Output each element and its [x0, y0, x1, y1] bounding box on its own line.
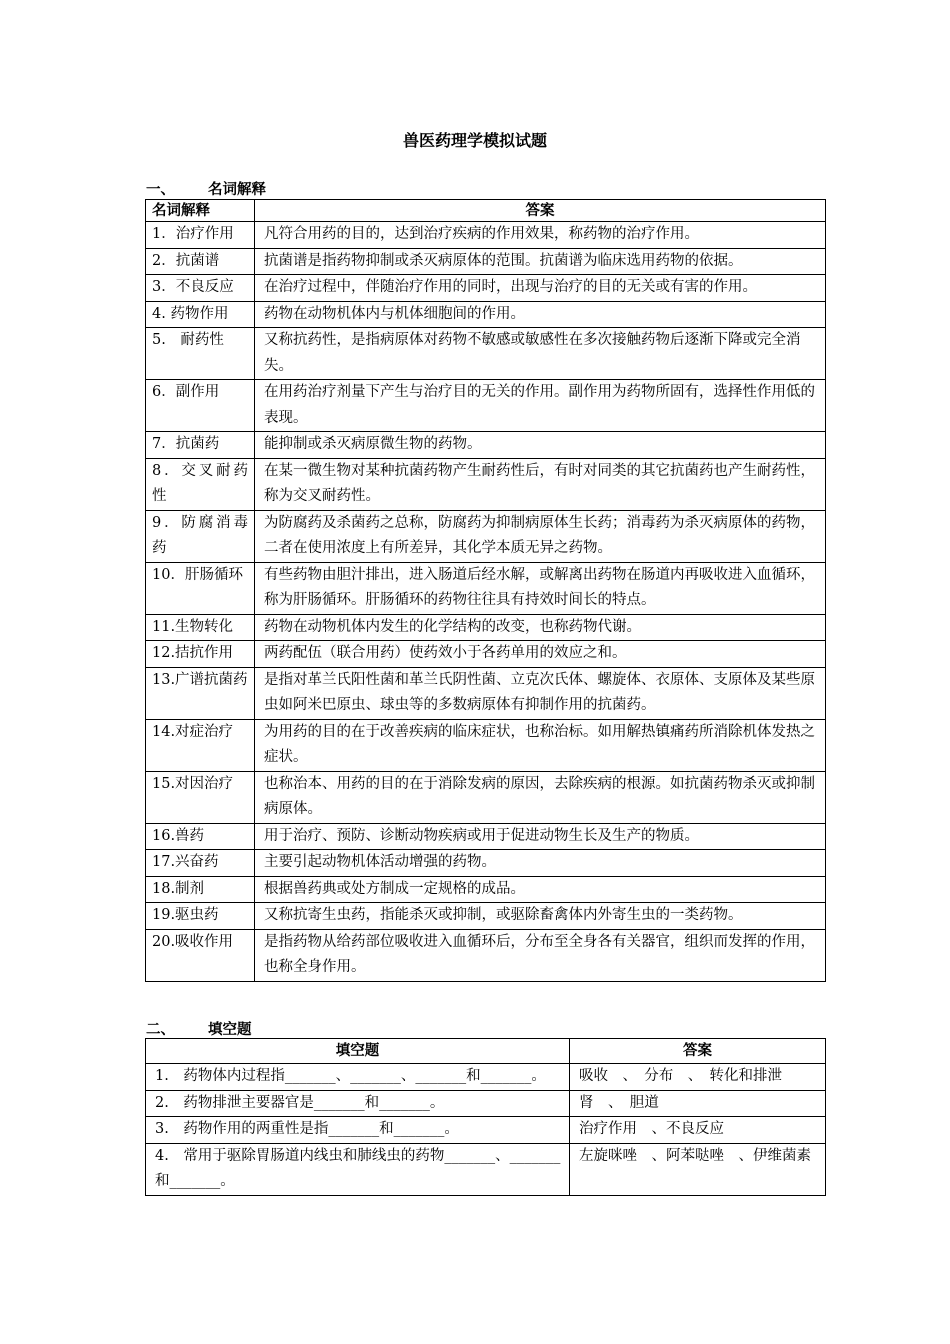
table-row: [146, 667, 826, 719]
table-row: [146, 222, 826, 249]
section-1-heading: [146, 178, 266, 199]
definition-cell: 也称治本、用药的目的在于消除发病的原因，去除疾病的根源。如抗菌药物杀灭或抑制病原体。: [255, 771, 826, 823]
table-row: [146, 562, 826, 614]
fill-in-header-row: [146, 1039, 826, 1064]
definition-cell: 在治疗过程中，伴随治疗作用的同时，出现与治疗的目的无关或有害的作用。: [255, 275, 826, 302]
fill-in-header-question: 填空题: [146, 1039, 570, 1064]
definition-cell: 药物在动物机体内与机体细胞间的作用。: [255, 301, 826, 328]
definition-cell: 抗菌谱是指药物抑制或杀灭病原体的范围。抗菌谱为临床选用药物的依据。: [255, 248, 826, 275]
term-cell: 3．不良反应: [146, 275, 255, 302]
question-cell: 1. 药物体内过程指_______、_______、_______和_______。: [146, 1064, 570, 1091]
term-cell: 9．防腐消毒药: [146, 510, 255, 562]
section-2-number: 二、: [146, 1021, 175, 1038]
definition-cell: 有些药物由胆汁排出，进入肠道后经水解，或解离出药物在肠道内再吸收进入血循环，称为肝肠循环。肝肠循环的药物往往具有持效时间长的特点。: [255, 562, 826, 614]
question-cell: 4. 常用于驱除胃肠道内线虫和肺线虫的药物_______、_______和_______。: [146, 1143, 570, 1195]
term-cell: 14.对症治疗: [146, 719, 255, 771]
term-cell: 4. 药物作用: [146, 301, 255, 328]
document-title: 兽医药理学模拟试题: [402, 131, 547, 150]
table-row: [146, 929, 826, 981]
term-cell: 8．交叉耐药性: [146, 458, 255, 510]
table-row: [146, 823, 826, 850]
definition-cell: 在某一微生物对某种抗菌药物产生耐药性后，有时对同类的其它抗菌药也产生耐药性，称为交叉耐药性。: [255, 458, 826, 510]
definition-cell: 为防腐药及杀菌药之总称，防腐药为抑制病原体生长药；消毒药为杀灭病原体的药物，二者在使用浓度上有所差异，其化学本质无异之药物。: [255, 510, 826, 562]
fill-in-header-answer: 答案: [570, 1039, 826, 1064]
term-cell: 19.驱虫药: [146, 903, 255, 930]
glossary-header-term: 名词解释: [146, 200, 255, 222]
table-row: [146, 1064, 826, 1091]
term-cell: 7．抗菌药: [146, 432, 255, 459]
definition-cell: 用于治疗、预防、诊断动物疾病或用于促进动物生长及生产的物质。: [255, 823, 826, 850]
table-row: [146, 850, 826, 877]
glossary-header-row: [146, 200, 826, 222]
section-1-number: 一、: [146, 181, 175, 198]
term-cell: 5. 耐药性: [146, 328, 255, 380]
section-2-heading: [146, 1018, 252, 1039]
table-row: [146, 380, 826, 432]
definition-cell: 为用药的目的在于改善疾病的临床症状，也称治标。如用解热镇痛药所消除机体发热之症状。: [255, 719, 826, 771]
question-cell: 3. 药物作用的两重性是指_______和_______。: [146, 1117, 570, 1144]
definition-cell: 两药配伍（联合用药）使药效小于各药单用的效应之和。: [255, 641, 826, 668]
answer-cell: 治疗作用 、不良反应: [570, 1117, 826, 1144]
term-cell: 15.对因治疗: [146, 771, 255, 823]
definition-cell: 是指对革兰氏阳性菌和革兰氏阴性菌、立克次氏体、螺旋体、衣原体、支原体及某些原虫如阿米巴原虫、球虫等的多数病原体有抑制作用的抗菌药。: [255, 667, 826, 719]
table-row: [146, 876, 826, 903]
answer-cell: 肾 、 胆道: [570, 1090, 826, 1117]
table-row: [146, 275, 826, 302]
definition-cell: 是指药物从给药部位吸收进入血循环后，分布至全身各有关器官，组织而发挥的作用，也称全身作用。: [255, 929, 826, 981]
table-row: [146, 432, 826, 459]
table-row: [146, 301, 826, 328]
table-row: [146, 1117, 826, 1144]
term-cell: 10．肝肠循环: [146, 562, 255, 614]
term-cell: 16.兽药: [146, 823, 255, 850]
table-row: [146, 641, 826, 668]
fill-in-table: [145, 1038, 826, 1196]
definition-cell: 药物在动物机体内发生的化学结构的改变，也称药物代谢。: [255, 614, 826, 641]
table-row: [146, 328, 826, 380]
definition-cell: 能抑制或杀灭病原微生物的药物。: [255, 432, 826, 459]
definition-cell: 又称抗寄生虫药，指能杀灭或抑制，或驱除畜禽体内外寄生虫的一类药物。: [255, 903, 826, 930]
term-cell: 18.制剂: [146, 876, 255, 903]
section-1-label: 名词解释: [208, 181, 266, 198]
term-cell: 11.生物转化: [146, 614, 255, 641]
term-cell: 17.兴奋药: [146, 850, 255, 877]
table-row: [146, 719, 826, 771]
table-row: [146, 510, 826, 562]
definition-cell: 在用药治疗剂量下产生与治疗目的无关的作用。副作用为药物所固有，选择性作用低的表现。: [255, 380, 826, 432]
table-row: [146, 248, 826, 275]
table-row: [146, 903, 826, 930]
glossary-table: [145, 199, 826, 982]
table-row: [146, 771, 826, 823]
question-cell: 2. 药物排泄主要器官是_______和_______。: [146, 1090, 570, 1117]
table-row: [146, 614, 826, 641]
definition-cell: 根据兽药典或处方制成一定规格的成品。: [255, 876, 826, 903]
table-row: [146, 1090, 826, 1117]
term-cell: 1．治疗作用: [146, 222, 255, 249]
definition-cell: 主要引起动物机体活动增强的药物。: [255, 850, 826, 877]
definition-cell: 凡符合用药的目的，达到治疗疾病的作用效果，称药物的治疗作用。: [255, 222, 826, 249]
term-cell: 6．副作用: [146, 380, 255, 432]
term-cell: 12.拮抗作用: [146, 641, 255, 668]
glossary-header-answer: 答案: [255, 200, 826, 222]
term-cell: 2．抗菌谱: [146, 248, 255, 275]
answer-cell: 左旋咪唑 、阿苯哒唑 、伊维菌素: [570, 1143, 826, 1195]
section-2-label: 填空题: [208, 1021, 252, 1038]
answer-cell: 吸收 、 分布 、 转化和排泄: [570, 1064, 826, 1091]
table-row: [146, 1143, 826, 1195]
table-row: [146, 458, 826, 510]
term-cell: 13.广谱抗菌药: [146, 667, 255, 719]
term-cell: 20.吸收作用: [146, 929, 255, 981]
definition-cell: 又称抗药性，是指病原体对药物不敏感或敏感性在多次接触药物后逐渐下降或完全消失。: [255, 328, 826, 380]
